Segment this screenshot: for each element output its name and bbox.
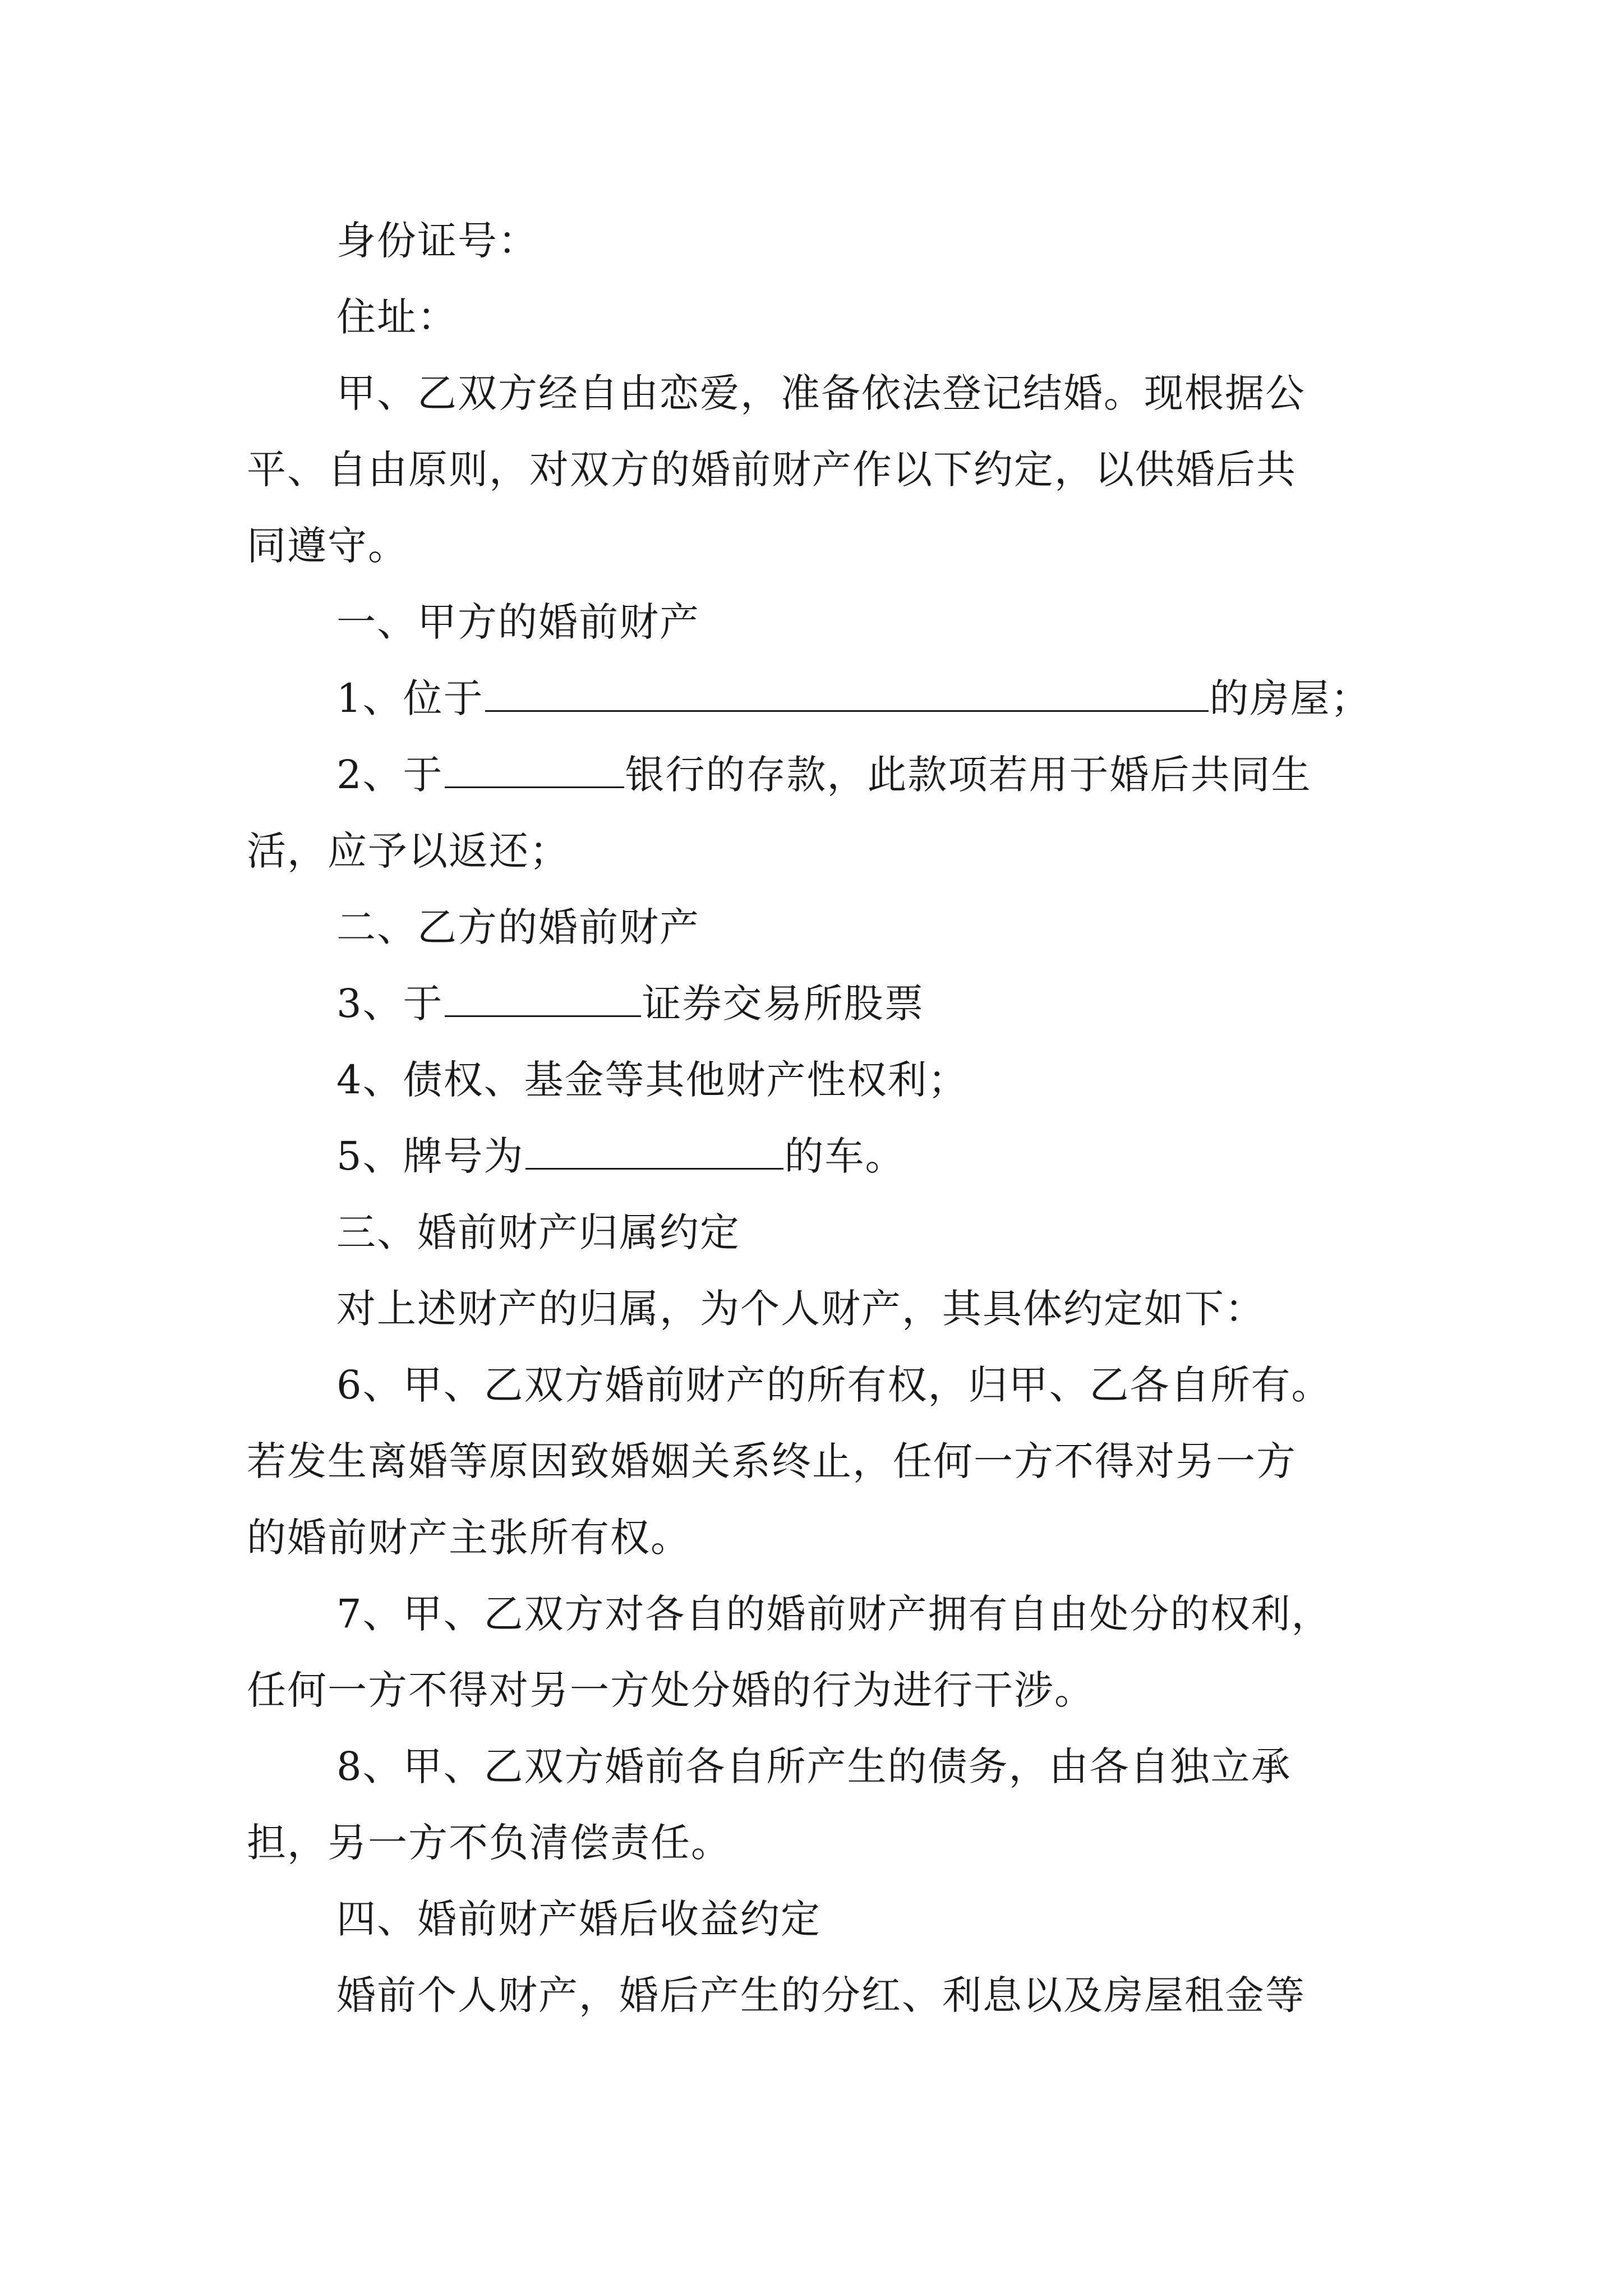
- item-2-line-cont: [247, 826, 1380, 876]
- intro-text-2: 平、自由原则，对双方的婚前财产作以下约定，以供婚后共: [247, 447, 1297, 493]
- section-4-text-1: 婚前个人财产，婚后产生的分红、利息以及房屋租金等: [336, 1972, 1306, 2018]
- blank-field-bank[interactable]: [445, 751, 624, 788]
- section-2-title: 二、乙方的婚前财产: [336, 904, 700, 950]
- intro-paragraph-line-2: [247, 444, 1380, 495]
- item-1-suffix: 的房屋；: [1209, 675, 1371, 721]
- item-2-suffix: 银行的存款，此款项若用于婚后共同生: [625, 752, 1312, 798]
- blank-field-exchange[interactable]: [445, 979, 641, 1017]
- item-2-continuation: 活，应予以返还；: [247, 828, 570, 874]
- item-3-suffix: 证券交易所股票: [642, 981, 925, 1027]
- section-4-line-1: [336, 1970, 1402, 2021]
- section-heading-4: [336, 1894, 1402, 1944]
- section-heading-1: [336, 597, 1402, 647]
- item-8-text-2: 担，另一方不负清偿责任。: [247, 1820, 731, 1866]
- item-4-text: 4、债权、基金等其他财产性权利；: [336, 1057, 969, 1103]
- address-label: 住址：: [336, 294, 458, 340]
- item-6-line-3: [247, 1512, 1380, 1563]
- section-1-title: 一、甲方的婚前财产: [336, 599, 700, 645]
- item-7-line-2: [247, 1665, 1380, 1715]
- section-3-title: 三、婚前财产归属约定: [336, 1209, 740, 1255]
- item-6-text-3: 的婚前财产主张所有权。: [247, 1515, 691, 1561]
- intro-text-1: 甲、乙双方经自由恋爱，准备依法登记结婚。现根据公: [336, 370, 1306, 416]
- item-7-text-1: 7、甲、乙双方对各自的婚前财产拥有自由处分的权利，: [336, 1591, 1332, 1637]
- item-6-line-2: [247, 1436, 1380, 1487]
- intro-text-3: 同遵守。: [247, 523, 408, 569]
- id-number-line: [336, 215, 1402, 266]
- item-7-line-1: [336, 1589, 1402, 1639]
- item-6-line-1: [336, 1360, 1402, 1410]
- section-heading-2: [336, 902, 1402, 953]
- section-heading-3: [336, 1207, 1402, 1258]
- item-5-prefix: 5、牌号为: [336, 1133, 524, 1179]
- item-7-text-2: 任何一方不得对另一方处分婚的行为进行干涉。: [247, 1667, 1095, 1713]
- item-8-line-1: [336, 1741, 1402, 1792]
- intro-paragraph-line-1: [336, 368, 1402, 418]
- blank-field-plate-number[interactable]: [525, 1132, 783, 1170]
- item-3-line: [336, 978, 1402, 1029]
- item-2-prefix: 2、于: [336, 752, 444, 798]
- item-6-text-1: 6、甲、乙双方婚前财产的所有权，归甲、乙各自所有。: [336, 1362, 1332, 1408]
- item-8-line-2: [247, 1818, 1380, 1868]
- item-3-prefix: 3、于: [336, 981, 444, 1027]
- item-6-text-2: 若发生离婚等原因致婚姻关系终止，任何一方不得对另一方: [247, 1438, 1297, 1484]
- item-1-line: [336, 673, 1402, 724]
- item-8-text-1: 8、甲、乙双方婚前各自所产生的债务，由各自独立承: [336, 1743, 1292, 1789]
- item-5-line: [336, 1131, 1402, 1181]
- section-4-title: 四、婚前财产婚后收益约定: [336, 1896, 821, 1942]
- section-3-intro-line: [336, 1283, 1402, 1334]
- address-line: [336, 292, 1402, 342]
- item-5-suffix: 的车。: [784, 1133, 906, 1179]
- item-4-line: [336, 1055, 1402, 1105]
- section-3-intro-text: 对上述财产的归属，为个人财产，其具体约定如下：: [336, 1286, 1265, 1332]
- item-1-prefix: 1、位于: [336, 675, 484, 721]
- blank-field-house-location[interactable]: [485, 674, 1209, 712]
- id-number-label: 身份证号：: [336, 218, 538, 264]
- item-2-line: [336, 749, 1402, 800]
- intro-paragraph-line-3: [247, 521, 1380, 571]
